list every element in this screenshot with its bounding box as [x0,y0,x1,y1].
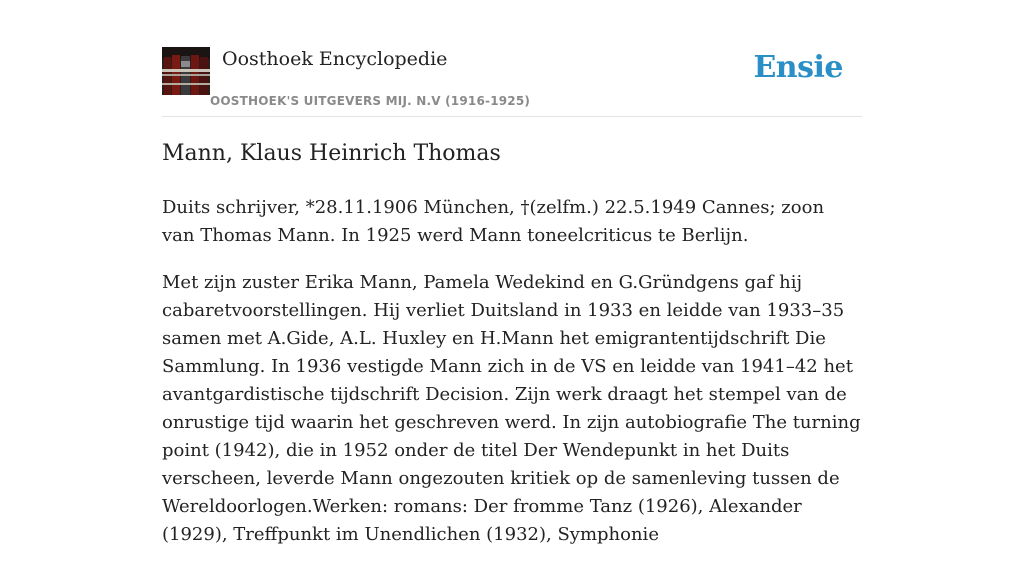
ensie-logo-link[interactable]: Ensie [753,50,843,85]
article-paragraph: Duits schrijver, *28.11.1906 München, †(zelfm.) 22.5.1949 Cannes; zoon van Thomas Mann. In 1925 werd Mann toneelcriticus te Berlijn. [162,197,825,246]
article [162,138,862,568]
source-subtitle: OOSTHOEK'S UITGEVERS MIJ. N.V (1916-1925) [210,94,531,108]
source-header [162,47,862,117]
article-title: Mann, Klaus Heinrich Thomas [162,141,501,166]
article-paragraph: Met zijn zuster Erika Mann, Pamela Wedekind en G.Gründgens gaf hij cabaretvoorstellingen. Hij verliet Duitsland in 1933 en leidde van 1933–35 samen met A.Gide, A.L. Huxley en H.Mann het emigrantentijdschrift Die Sammlung. In 1936 vestigde Mann zich in de VS en leidde van 1941–42 het avantgardistische tijdschrift Decision. Zijn werk draagt het stempel van de onrustige tijd waarin het geschreven werd. In zijn autobiografie The turning point (1942), die in 1952 onder de titel Der Wendepunkt in het Duits verscheen, leverde Mann ongezouten kritiek op de samenleving tussen de Wereldoorlogen.Werken: romans: Der fromme Tanz (1926), Alexander (1929), Treffpunkt im Unendlichen (1932), Symphonie [162,272,861,545]
source-avatar[interactable] [162,47,210,95]
book-spines-icon [162,47,210,95]
source-title[interactable]: Oosthoek Encyclopedie [222,48,448,70]
